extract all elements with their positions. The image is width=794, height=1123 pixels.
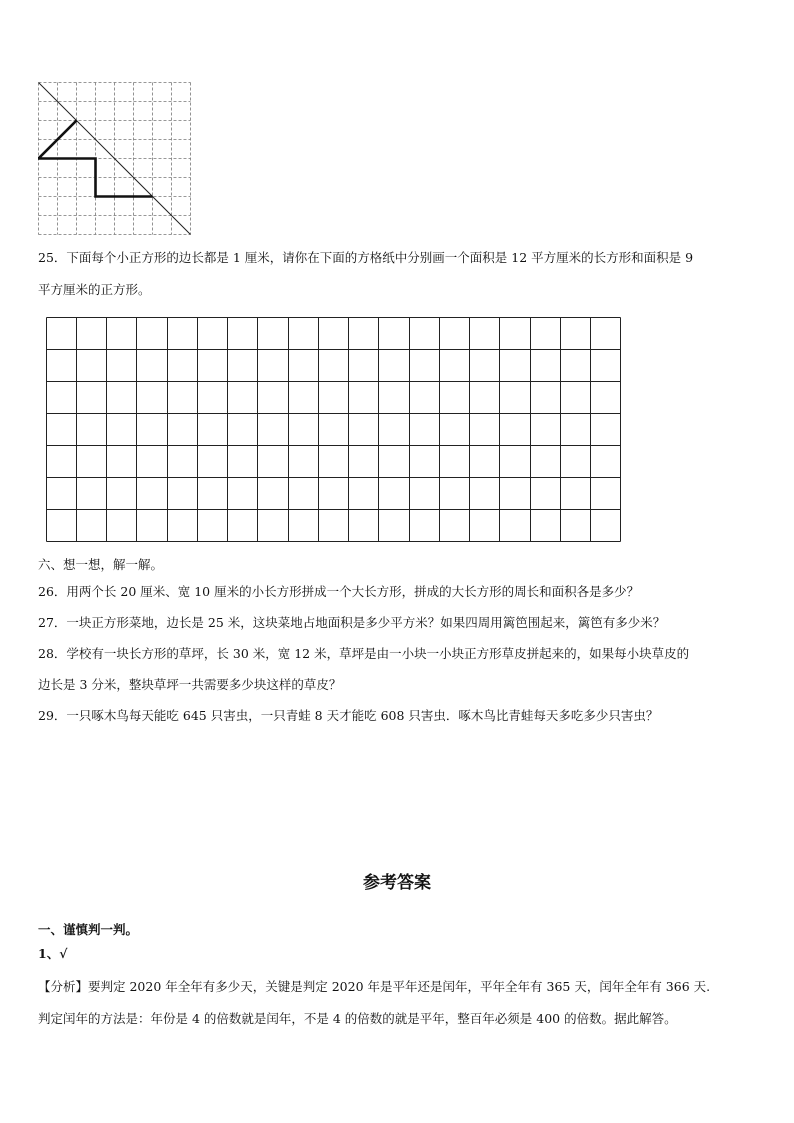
analysis-line1: 【分析】要判定 2020 年全年有多少天，关键是判定 2020 年是平年还是闰年，平年全年有 365 天，闰年全年有 366 天. [38,979,711,994]
section6-heading: 六、想一想，解一解。 [38,557,164,572]
q25-line2: 平方厘米的正方形。 [38,282,151,297]
analysis-line2: 判定闰年的方法是：年份是 4 的倍数就是闰年，不是 4 的倍数的就是平年，整百年必须是 400 的倍数。据此解答。 [38,1011,677,1026]
answer-item-1: 1、√ [38,946,68,961]
symmetry-figure [38,82,192,236]
question-26: 26．用两个长 20 厘米、宽 10 厘米的小长方形拼成一个大长方形，拼成的大长方形的周长和面积各是多少？ [38,584,640,599]
q25-line1: 25．下面每个小正方形的边长都是 1 厘米，请你在下面的方格纸中分别画一个面积是 12 平方厘米的长方形和面积是 9 [38,250,694,265]
grid-paper [46,317,624,543]
question-28-line1: 28．学校有一块长方形的草坪，长 30 米，宽 12 米，草坪是由一小块一小块正方形草皮拼起来的，如果每小块草皮的 [38,646,690,661]
answers-title: 参考答案 [363,873,431,893]
question-29: 29．一只啄木鸟每天能吃 645 只害虫，一只青蛙 8 天才能吃 608 只害虫．啄木鸟比青蛙每天多吃多少只害虫？ [38,708,659,723]
question-27: 27．一块正方形菜地，边长是 25 米，这块菜地占地面积是多少平方米？如果四周用篱笆围起来，篱笆有多少米？ [38,615,666,630]
answers-section1: 一、谨慎判一判。 [38,922,139,937]
question-28-line2: 边长是 3 分米，整块草坪一共需要多少块这样的草皮？ [38,677,342,692]
